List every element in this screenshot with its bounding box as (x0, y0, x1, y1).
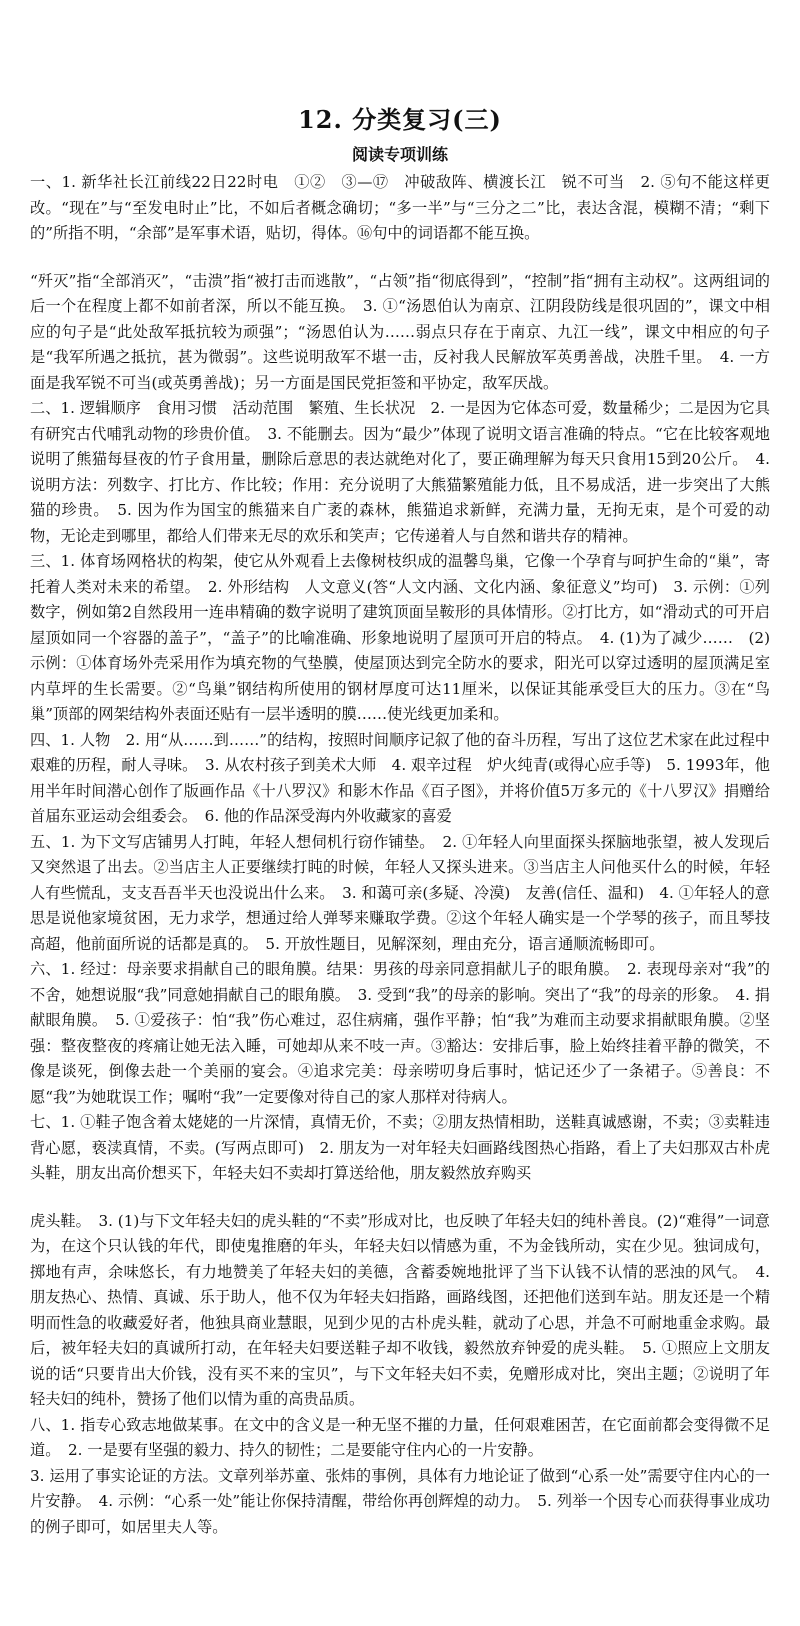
answer-body (30, 170, 770, 1540)
answer-paragraph-5: 五、1. 为下文写店铺男人打盹，年轻人想伺机行窃作铺垫。 2. ①年轻人向里面探头探脑地张望，被人发现后又突然退了出去。②当店主人正要继续打盹的时候，年轻人又探头进来。③当店主人问他买什么的时候，年轻人有些慌乱，支支吾吾半天也没说出什么来。 3. 和蔼可亲(多疑、冷漠) 友善(信任、温和) 4. ①年轻人的意思是说他家境贫困，无力求学，想通过给人弹琴来赚取学费。②这个年轻人确实是一个学琴的孩子，而且琴技高超，他前面所说的话都是真的。 5. 开放性题目，见解深刻，理由充分，语言通顺流畅即可。 (30, 832, 770, 953)
answer-paragraph-3: 三、1. 体育场网格状的构架，使它从外观看上去像树枝织成的温馨鸟巢，它像一个孕育与呵护生命的“巢”，寄托着人类对未来的希望。 2. 外形结构 人文意义(答“人文内涵、文化内涵、象征意义”均可) 3. 示例：①列数字，例如第2自然段用一连串精确的数字说明了建筑顶面呈鞍形的具体情形。②打比方，如“滑动式的可开启屋顶如同一个容器的盖子”，“盖子”的比喻准确、形象地说明了屋顶可开启的特点。 4. (1)为了减少…… (2)示例：①体育场外壳采用作为填充物的气垫膜，使屋顶达到完全防水的要求，阳光可以穿过透明的屋顶满足室内草坪的生长需要。②“鸟巢”钢结构所使用的钢材厚度可达11厘米，以保证其能承受巨大的压力。③在“鸟巢”顶部的网架结构外表面还贴有一层半透明的膜……使光线更加柔和。 (30, 552, 770, 723)
answer-paragraph-6: 六、1. 经过：母亲要求捐献自己的眼角膜。结果：男孩的母亲同意捐献儿子的眼角膜。 2. 表现母亲对“我”的不舍，她想说服“我”同意她捐献自己的眼角膜。 3. 受到“我”的母亲的影响。突出了“我”的母亲的形象。 4. 捐献眼角膜。 5. ①爱孩子：怕“我”伤心难过，忍住病痛，强作平静；怕“我”为难而主动要求捐献眼角膜。②坚强：整夜整夜的疼痛让她无法入睡，可她却从来不吱一声。③豁达：安排后事，脸上始终挂着平静的微笑，不像是谈死，倒像去赴一个美丽的宴会。④追求完美：母亲唠叨身后事时，惦记还少了一条裙子。⑤善良：不愿“我”为她耽误工作；嘱咐“我”一定要像对待自己的家人那样对待病人。 (30, 960, 770, 1106)
section-subtitle: 阅读专项训练 (351, 145, 448, 164)
page-title: 12. 分类复习(三) (298, 105, 502, 134)
answer-paragraph-7-cont: 虎头鞋。 3. (1)与下文年轻夫妇的虎头鞋的“不卖”形成对比，也反映了年轻夫妇的纯朴善良。(2)“难得”一词意为，在这个只认钱的年代，即使鬼推磨的年头，年轻夫妇以情感为重，不为金钱所动，实在少见。独词成句，掷地有声，余味悠长，有力地赞美了年轻夫妇的美德，含蓄委婉地批评了当下认钱不认情的恶浊的风气。 4. 朋友热心、热情、真诚、乐于助人，他不仅为年轻夫妇指路，画路线图，还把他们送到车站。朋友还是一个精明而性急的收藏爱好者，他独具商业慧眼，见到少见的古朴虎头鞋，就动了心思，并急不可耐地重金求购。最后，被年轻夫妇的真诚所打动，在年轻夫妇要送鞋子却不收钱，毅然放弃钟爱的虎头鞋。 5. ①照应上文朋友说的话“只要肯出大价钱，没有买不来的宝贝”，与下文年轻夫妇不卖，免赠形成对比，突出主题；②说明了年轻夫妇的纯朴，赞扬了他们以情为重的高贵品质。 (30, 1211, 770, 1408)
answer-paragraph-8-cont: 3. 运用了事实论证的方法。文章列举苏童、张炜的事例，具体有力地论证了做到“心系一处”需要守住内心的一片安静。 4. 示例：“心系一处”能让你保持清醒，带给你再创辉煌的动力。 5. 列举一个因专心而获得事业成功的例子即可，如居里夫人等。 (30, 1466, 770, 1536)
answer-paragraph-8: 八、1. 指专心致志地做某事。在文中的含义是一种无坚不摧的力量，任何艰难困苦，在它面前都会变得微不足道。 2. 一是要有坚强的毅力、持久的韧性；二是要能守住内心的一片安静。 (30, 1415, 770, 1459)
answer-paragraph-2: 二、1. 逻辑顺序 食用习惯 活动范围 繁殖、生长状况 2. 一是因为它体态可爱，数量稀少；二是因为它具有研究古代哺乳动物的珍贵价值。 3. 不能删去。因为“最少”体现了说明文语言准确的特点。“它在比较客观地说明了熊猫每昼夜的竹子食用量，删除后意思的表达就绝对化了，要正确理解为每天只食用15到20公斤。 4. 说明方法：列数字、打比方、作比较；作用：充分说明了大熊猫繁殖能力低，且不易成活，进一步突出了大熊猫的珍贵。 5. 因为作为国宝的熊猫来自广袤的森林，熊猫追求新鲜，充满力量，无拘无束，是个可爱的动物，无论走到哪里，都给人们带来无尽的欢乐和笑声；它传递着人与自然和谐共存的精神。 (30, 399, 770, 545)
answer-paragraph-1: 一、1. 新华社长江前线22日22时电 ①② ③—⑰ 冲破敌阵、横渡长江 锐不可当 2. ⑤句不能这样更改。“现在”与“至发电时止”比，不如后者概念确切；“多一半”与“三分之二”比，表达含混，模糊不清；“剩下的”所指不明，“余部”是军事术语，贴切，得体。⑯句中的词语都不能互换。 (30, 173, 770, 242)
answer-paragraph-1-cont: “歼灭”指“全部消灭”，“击溃”指“被打击而逃散”，“占领”指“彻底得到”，“控制”指“拥有主动权”。这两组词的后一个在程度上都不如前者深，所以不能互换。 3. ①“汤恩伯认为南京、江阴段防线是很巩固的”，课文中相应的句子是“此处敌军抵抗较为顽强”；“汤恩伯认为……弱点只存在于南京、九江一线”，课文中相应的句子是“我军所遇之抵抗，甚为微弱”。这些说明敌军不堪一击，反衬我人民解放军英勇善战，决胜千里。 4. 一方面是我军锐不可当(或英勇善战)；另一方面是国民党拒签和平协定，敌军厌战。 (30, 271, 770, 392)
answer-paragraph-7: 七、1. ①鞋子饱含着太姥姥的一片深情，真情无价，不卖；②朋友热情相助，送鞋真诚感谢，不卖；③卖鞋违背心愿，亵渎真情，不卖。(写两点即可) 2. 朋友为一对年轻夫妇画路线图热心指路，看上了夫妇那双古朴虎头鞋，朋友出高价想买下，年轻夫妇不卖却打算送给他，朋友毅然放弃购买 (30, 1113, 770, 1182)
answer-paragraph-4: 四、1. 人物 2. 用“从……到……”的结构，按照时间顺序记叙了他的奋斗历程，写出了这位艺术家在此过程中艰难的历程，耐人寻味。 3. 从农村孩子到美术大师 4. 艰辛过程 炉火纯青(或得心应手等) 5. 1993年，他用半年时间潜心创作了版画作品《十八罗汉》和影木作品《百子图》，并将价值5万多元的《十八罗汉》捐赠给首届东亚运动会组委会。 6. 他的作品深受海内外收藏家的喜爱 (30, 730, 770, 825)
